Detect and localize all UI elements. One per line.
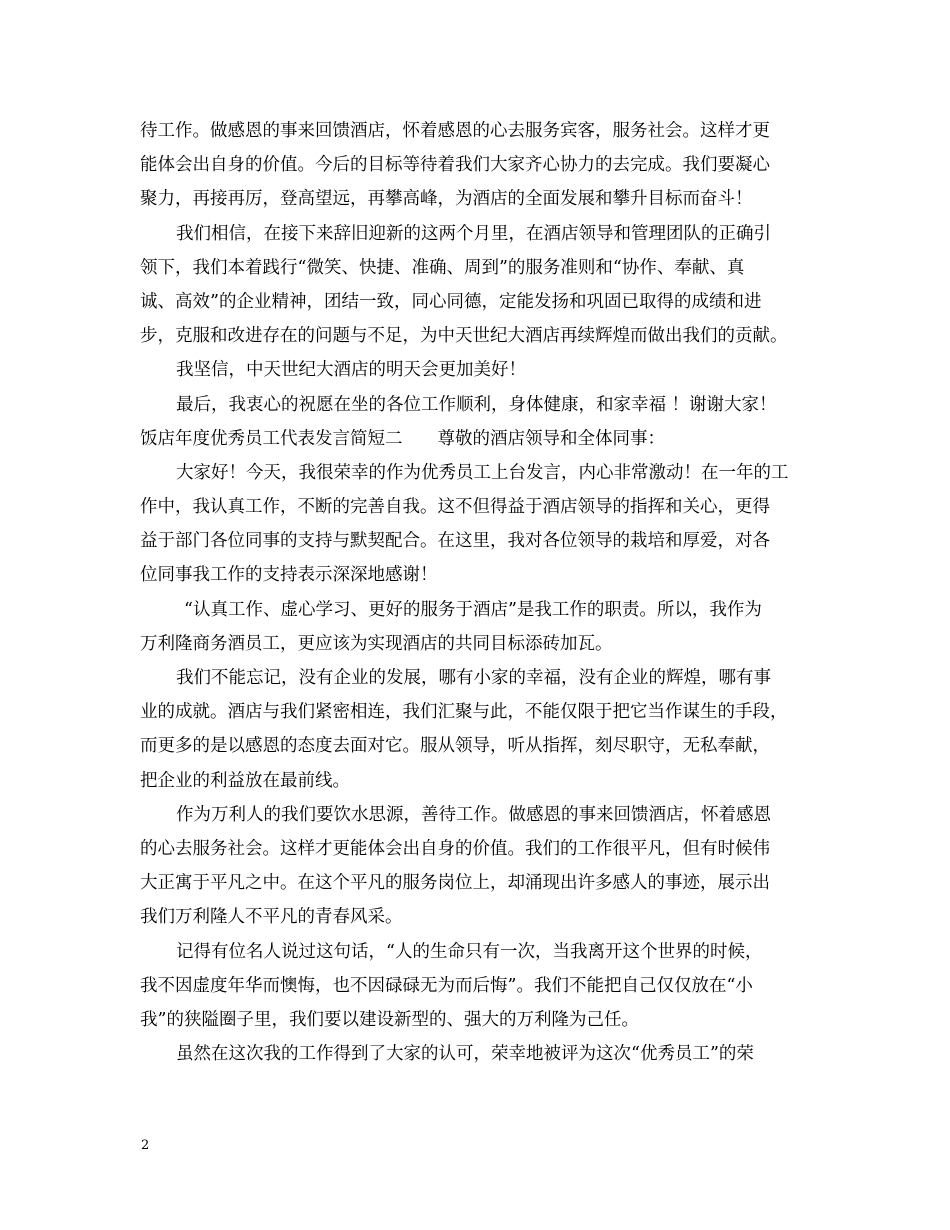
text-line: 万利隆商务酒员工，更应该为实现酒店的共同目标添砖加瓦。 [140,633,613,654]
page-number: 2 [141,1138,150,1153]
text-line: 我们不能忘记，没有企业的发展，哪有小家的幸福，没有企业的辉煌，哪有事 [176,668,771,688]
text-line: 聚力，再接再厉，登高望远，再攀高峰，为酒店的全面发展和攀升目标而奋斗！ [140,189,753,210]
text-line: 记得有位名人说过这句话，“人的生命只有一次，当我离开这个世界的时候， [176,941,763,962]
text-line: 大家好！今天，我很荣幸的作为优秀员工上台发言，内心非常激动！在一年的工 [176,462,789,483]
text-line: 领下，我们本着践行“微笑、快捷、准确、周到”的服务准则和“协作、奉献、真 [140,257,745,278]
text-line: 而更多的是以感恩的态度去面对它。服从领导，听从指挥，刻尽职守，无私奉献， [140,736,770,757]
text-line: 我们万利隆人不平凡的青春风采。 [140,907,403,928]
text-line: 业的成就。酒店与我们紧密相连，我们汇聚与此，不能仅限于把它当作谋生的手段， [140,702,788,723]
text-line: 待工作。做感恩的事来回馈酒店，怀着感恩的心去服务宾客，服务社会。这样才更 [140,121,770,141]
text-line: 步，克服和改进存在的问题与不足，为中天世纪大酒店再续辉煌而做出我们的贡献。 [140,326,788,347]
text-line: 的心去服务社会。这样才更能体会出自身的价值。我们的工作很平凡，但有时候伟 [140,838,770,859]
text-line: “认真工作、虚心学习、更好的服务于酒店”是我工作的职责。所以，我作为 [184,599,762,620]
body-text [140,114,830,1071]
text-line: 作为万利人的我们要饮水思源，善待工作。做感恩的事来回馈酒店，怀着感恩 [176,804,771,825]
text-line: 位同事我工作的支持表示深深地感谢！ [140,565,438,586]
text-line: 能体会出自身的价值。今后的目标等待着我们大家齐心协力的去完成。我们要凝心 [140,155,770,176]
text-line: 我”的狭隘圈子里，我们要以建设新型的、强大的万利隆为己任。 [140,1009,639,1030]
text-line: 作中，我认真工作，不断的完善自我。这不但得益于酒店领导的指挥和关心，更得 [140,497,770,518]
text-line: 大正寓于平凡之中。在这个平凡的服务岗位上，却涌现出许多感人的事迹，展示出 [140,873,770,894]
text-line: 益于部门各位同事的支持与默契配合。在这里，我对各位领导的栽培和厚爱，对各 [140,531,770,552]
text-line: 虽然在这次我的工作得到了大家的认可，荣幸地被评为这次“优秀员工”的荣 [176,1044,754,1065]
text-line: 我不因虚度年华而懊悔，也不因碌碌无为而后悔”。我们不能把自己仅仅放在“小 [140,975,753,996]
text-line: 饭店年度优秀员工代表发言简短二 尊敬的酒店领导和全体同事： [140,428,665,449]
text-line: 最后，我衷心的祝愿在坐的各位工作顺利，身体健康，和家幸福 ！谢谢大家！ [176,394,777,415]
text-line: 我们相信，在接下来辞旧迎新的这两个月里，在酒店领导和管理团队的正确引 [176,223,771,244]
text-line: 诚、高效”的企业精神，团结一致，同心同德，定能发扬和巩固已取得的成绩和进 [140,291,762,312]
text-line: 我坚信，中天世纪大酒店的明天会更加美好！ [176,360,526,381]
text-line: 把企业的利益放在最前线。 [140,770,350,791]
